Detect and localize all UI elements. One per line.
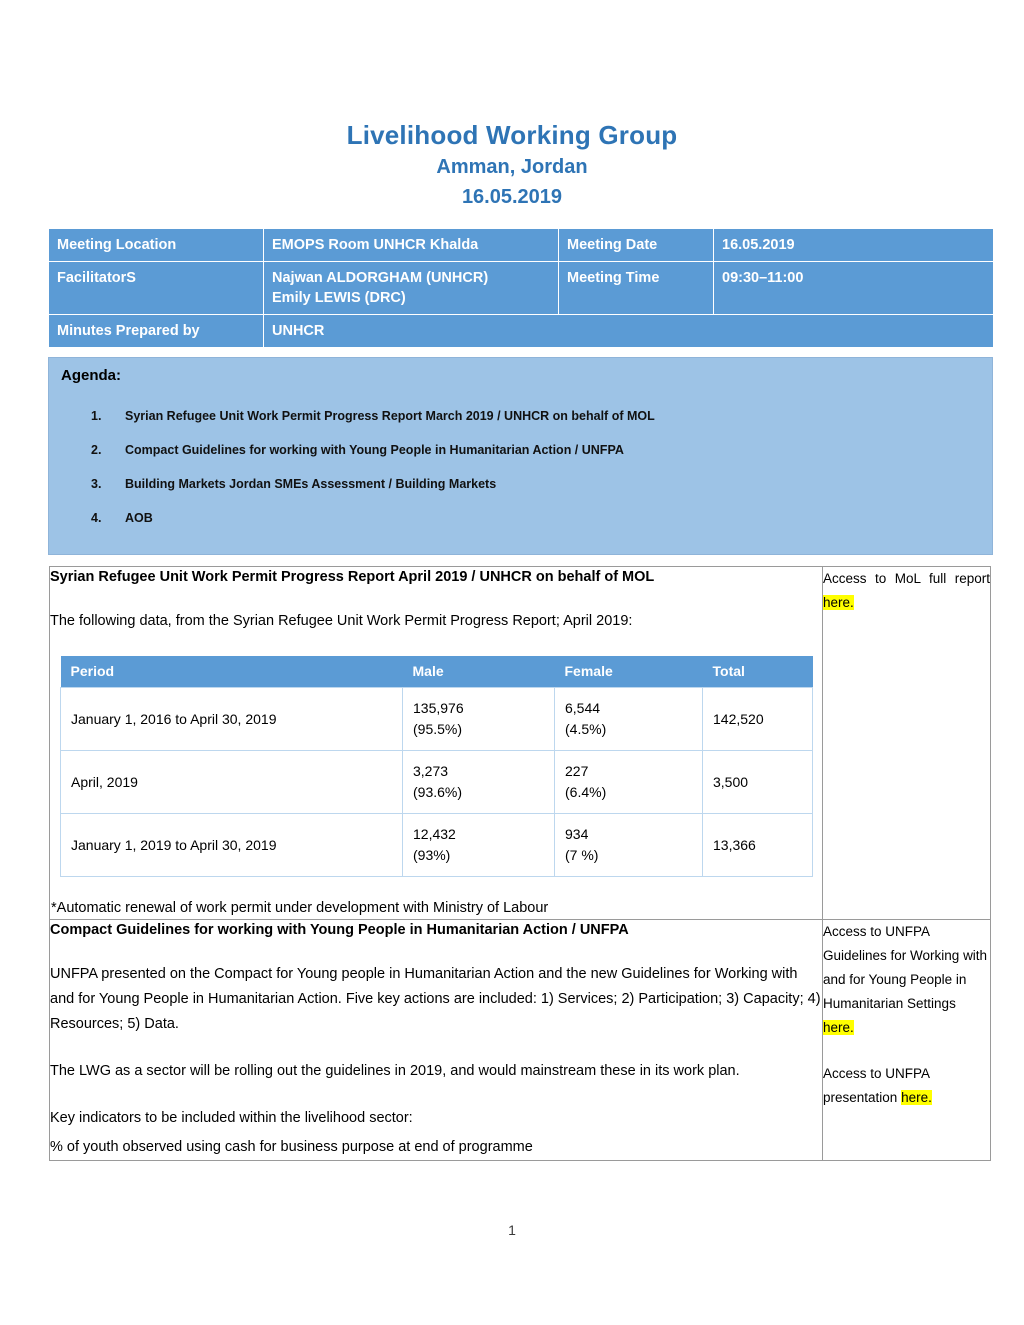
cell-male [403,688,555,751]
meeting-time-value: 09:30–11:00 [714,262,994,315]
page-subtitle-location: Amman, Jordan [436,156,588,178]
cell-male-count: 12,432 [413,826,456,842]
cell-total: 13,366 [703,814,813,877]
meeting-info-table [48,228,994,348]
cell-male-percent: (95.5%) [413,721,463,737]
meeting-location-value: EMOPS Room UNHCR Khalda [264,229,559,262]
unfpa-presentation-note-text: Access to UNFPA presentation [823,1066,930,1105]
minutes-prepared-label: Minutes Prepared by [49,315,264,348]
meeting-date-value: 16.05.2019 [714,229,994,262]
cell-male [403,814,555,877]
cell-male-count: 135,976 [413,700,464,716]
table-row [49,262,994,315]
column-header-total: Total [703,656,813,688]
unfpa-guidelines-note [823,920,990,1040]
cell-female [555,814,703,877]
mol-report-note [823,567,990,615]
cell-total: 3,500 [703,751,813,814]
unfpa-presentation-note [823,1062,990,1110]
facilitator-name-2: Emily LEWIS (DRC) [272,290,406,306]
section-1-heading: Syrian Refugee Unit Work Permit Progress Report April 2019 / UNHCR on behalf of MOL [50,569,655,585]
section-2-sidebar [823,920,991,1161]
section-2-heading: Compact Guidelines for working with Young People in Humanitarian Action / UNFPA [50,922,629,938]
agenda-box [48,357,993,555]
list-item [91,408,978,424]
facilitator-value [264,262,559,315]
page-subtitle-date: 16.05.2019 [461,186,563,208]
column-header-male: Male [403,656,555,688]
meeting-time-label: Meeting Time [559,262,714,315]
mol-report-note-text: Access to MoL full report [823,571,990,586]
cell-female-count: 934 [565,826,589,842]
agenda-item-label: Syrian Refugee Unit Work Permit Progress Report March 2019 / UNHCR on behalf of MOL [125,409,655,423]
unfpa-presentation-link[interactable]: here. [901,1090,932,1105]
page-number: 1 [508,1222,516,1238]
section-2-indicator-1: % of youth observed using cash for business purpose at end of programme [50,1139,533,1155]
table-row [50,567,991,920]
cell-period: January 1, 2016 to April 30, 2019 [61,688,403,751]
cell-period: January 1, 2019 to April 30, 2019 [61,814,403,877]
cell-female [555,688,703,751]
agenda-title: Agenda: [61,367,121,384]
cell-male-count: 3,273 [413,763,449,779]
section-2-content [50,920,823,1161]
section-2-paragraph-1: UNFPA presented on the Compact for Young people in Humanitarian Action and the new Guidelines for Working with and for Young People in Humanitarian Action. Five key actions are included: 1) Services; 2) Participation; 3) Capacity; 4) Resources; 5) Data. [50,966,821,1032]
column-header-period: Period [61,656,403,688]
agenda-item-label: Compact Guidelines for working with Young People in Humanitarian Action / UNFPA [125,443,624,457]
mol-report-link[interactable]: here. [823,595,854,610]
table-header-row [61,656,813,688]
facilitator-name-1: Najwan ALDORGHAM (UNHCR) [272,270,489,286]
facilitator-label: FacilitatorS [49,262,264,315]
page-title: Livelihood Working Group [346,120,678,150]
list-item [91,442,978,458]
cell-female-percent: (7 %) [565,847,599,863]
agenda-item-number: 3. [91,477,102,491]
section-1-intro: The following data, from the Syrian Refugee Unit Work Permit Progress Report; April 2019: [50,613,633,629]
list-item [91,510,978,526]
list-item [91,476,978,492]
agenda-item-number: 4. [91,511,102,525]
section-1-content [50,567,823,920]
table-row [49,229,994,262]
table-row [50,920,991,1161]
table-row [61,751,813,814]
cell-male [403,751,555,814]
section-1-footnote: *Automatic renewal of work permit under development with Ministry of Labour [51,900,549,916]
agenda-item-label: AOB [125,511,153,525]
agenda-item-number: 2. [91,443,102,457]
table-row [61,688,813,751]
cell-female-count: 227 [565,763,589,779]
agenda-item-number: 1. [91,409,102,423]
section-2-paragraph-2: The LWG as a sector will be rolling out the guidelines in 2019, and would mainstream these in its work plan. [50,1063,740,1079]
cell-female [555,751,703,814]
cell-female-percent: (4.5%) [565,721,607,737]
document-title-block [0,118,1024,212]
meeting-date-label: Meeting Date [559,229,714,262]
table-row [61,814,813,877]
table-row [49,315,994,348]
cell-period: April, 2019 [61,751,403,814]
section-1-sidebar [823,567,991,920]
minutes-content-table [49,566,991,1161]
work-permit-stats-table [60,656,813,877]
agenda-list [77,408,978,544]
column-header-female: Female [555,656,703,688]
minutes-prepared-value: UNHCR [264,315,994,348]
cell-female-percent: (6.4%) [565,784,607,800]
cell-male-percent: (93.6%) [413,784,463,800]
cell-total: 142,520 [703,688,813,751]
unfpa-guidelines-link[interactable]: here. [823,1020,854,1035]
cell-female-count: 6,544 [565,700,601,716]
unfpa-guidelines-note-text: Access to UNFPA Guidelines for Working with and for Young People in Humanitarian Settings [823,924,988,1011]
agenda-item-label: Building Markets Jordan SMEs Assessment / Building Markets [125,477,497,491]
cell-male-percent: (93%) [413,847,451,863]
meeting-location-label: Meeting Location [49,229,264,262]
section-2-indicators-label: Key indicators to be included within the livelihood sector: [50,1110,413,1126]
